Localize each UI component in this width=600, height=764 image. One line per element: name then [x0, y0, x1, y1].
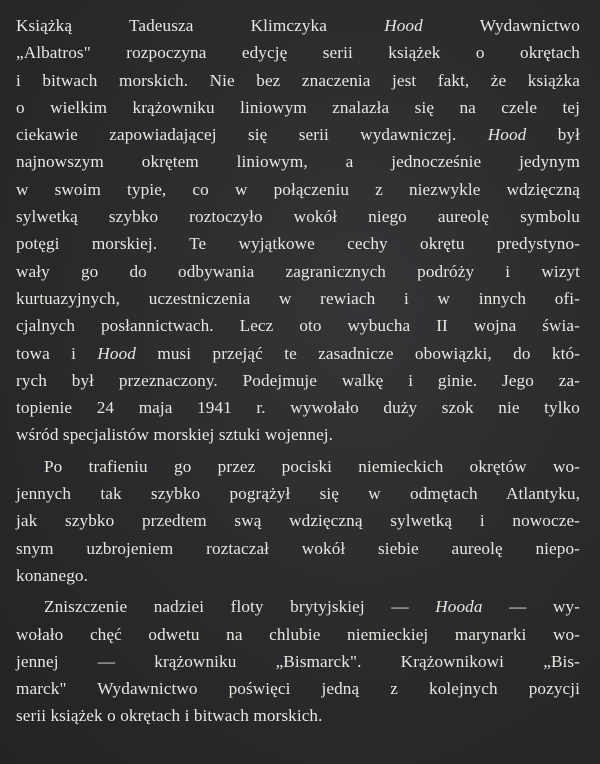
text-run: wały go do odbywania zagranicznych podróży i wizyt: [16, 261, 580, 281]
text-line: [16, 176, 580, 203]
text-line: [16, 94, 580, 121]
text-line: [16, 593, 580, 620]
text-line: [16, 394, 580, 421]
text-run: o wielkim krążowniku liniowym znalazła się na czele tej: [16, 97, 580, 117]
text-line: [16, 480, 580, 507]
text-line: [16, 312, 580, 339]
text-run: cjalnych posłannictwach. Lecz oto wybucha II wojna świa-: [16, 316, 580, 336]
text-line: [16, 621, 580, 648]
text-line: [16, 340, 580, 367]
text-line: [16, 675, 580, 702]
text-line: [16, 702, 580, 729]
text-line: [16, 258, 580, 285]
text-run: wśród specjalistów morskiej sztuki wojennej.: [16, 425, 334, 445]
italic-title: Hood: [487, 125, 527, 145]
italic-title: Hood: [384, 16, 423, 35]
text-run: ciekawie zapowiadającej się serii wydawniczej.: [16, 125, 488, 145]
paragraph-2: [16, 453, 580, 589]
text-run: musi przejąć te zasadnicze obowiązki, do któ-: [136, 343, 581, 363]
text-run: snym uzbrojeniem roztaczał wokół siebie aureolę niepo-: [16, 538, 580, 558]
text-run: jak szybko przedtem swą wdzięczną sylwetką i nowocze-: [16, 511, 580, 531]
text-run: i bitwach morskich. Nie bez znaczenia jest fakt, że książka: [16, 70, 580, 90]
text-line: [16, 648, 580, 675]
text-line: [16, 453, 580, 480]
text-line: [16, 367, 580, 394]
text-run: wołało chęć odwetu na chlubie niemieckiej marynarki wo-: [16, 624, 580, 644]
text-line: [16, 421, 580, 448]
text-run: rych był przeznaczony. Podejmuje walkę i ginie. Jego za-: [16, 370, 580, 390]
text-run: — wy-: [482, 597, 580, 617]
text-line: [16, 67, 580, 94]
text-run: był: [526, 125, 580, 145]
text-run: konanego.: [16, 565, 89, 585]
text-line: [16, 562, 580, 589]
text-line: [16, 12, 580, 39]
text-line: [16, 148, 580, 175]
text-run: Wydawnictwo: [422, 16, 580, 35]
text-run: marck" Wydawnictwo poświęci jedną z kolejnych pozycji: [16, 679, 580, 699]
italic-title: Hood: [97, 343, 136, 363]
text-run: kurtuazyjnych, uczestniczenia w rewiach i w innych ofi-: [16, 288, 580, 308]
text-run: jennych tak szybko pogrążył się w odmętach Atlantyku,: [16, 484, 580, 504]
text-run: Książką Tadeusza Klimczyka: [16, 16, 385, 35]
text-line: [16, 535, 580, 562]
text-line: [16, 507, 580, 534]
paragraph-1: [16, 12, 580, 449]
text-body: [16, 12, 580, 730]
text-line: [16, 230, 580, 257]
text-run: „Albatros" rozpoczyna edycję serii książek o okrętach: [16, 43, 580, 63]
text-line: [16, 285, 580, 312]
text-run: topienie 24 maja 1941 r. wywołało duży szok nie tylko: [16, 398, 580, 418]
text-run: potęgi morskiej. Te wyjątkowe cechy okrętu predystyno-: [16, 234, 580, 254]
text-run: towa i: [16, 343, 98, 363]
text-run: serii książek o okrętach i bitwach morskich.: [16, 706, 323, 726]
text-line: [16, 121, 580, 148]
italic-title: Hooda: [435, 597, 483, 617]
text-run: w swoim typie, co w połączeniu z niezwykle wdzięczną: [16, 179, 580, 199]
text-line: [16, 203, 580, 230]
paragraph-3: [16, 593, 580, 729]
text-run: jennej — krążowniku „Bismarck". Krążownikowi „Bis-: [16, 651, 580, 671]
text-run: Zniszczenie nadziei floty brytyjskiej —: [44, 597, 436, 617]
text-run: sylwetką szybko roztoczyło wokół niego aureolę symbolu: [16, 207, 580, 227]
text-run: Po trafieniu go przez pociski niemieckich okrętów wo-: [44, 456, 580, 476]
text-run: najnowszym okrętem liniowym, a jednocześnie jedynym: [16, 152, 580, 172]
text-line: [16, 39, 580, 66]
